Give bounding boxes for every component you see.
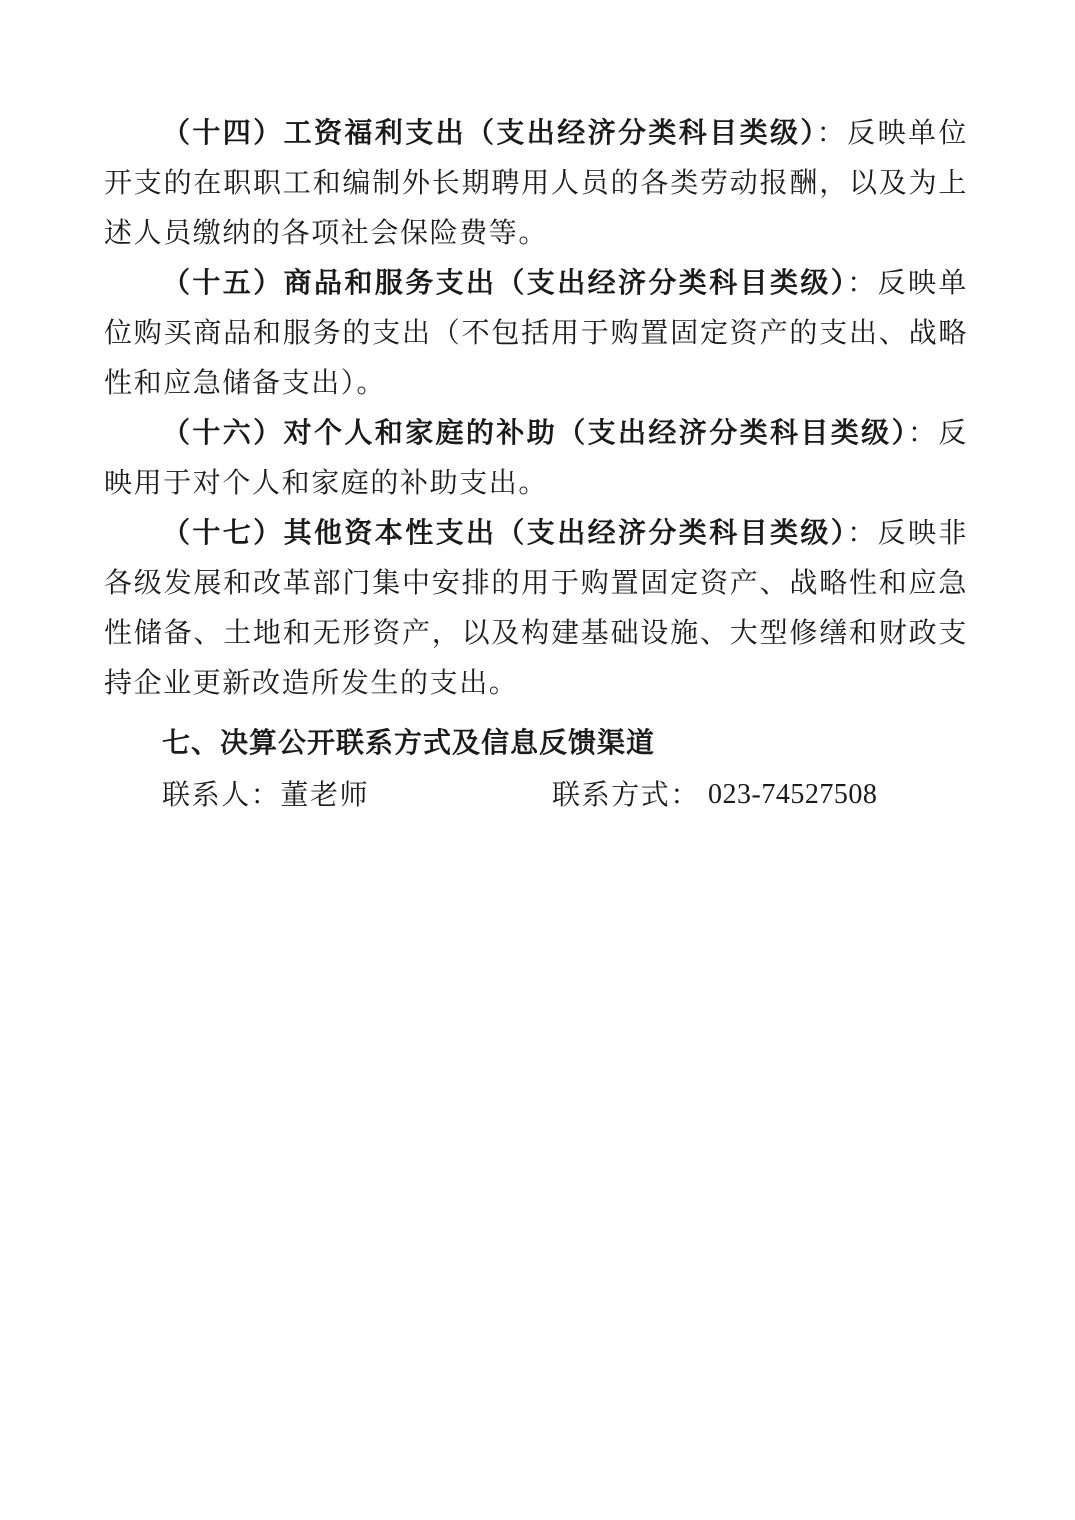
contact-phone: 023-74527508	[708, 779, 878, 810]
paragraph-other-capital	[104, 508, 968, 708]
paragraph-goods-services	[104, 258, 968, 408]
term-other-capital: （十七）其他资本性支出（支出经济分类科目类级）	[162, 516, 848, 549]
body-household-subsidy: ：反映用于对个人和家庭的补助支出。	[104, 416, 968, 499]
term-wage-welfare: （十四）工资福利支出（支出经济分类科目类级）	[162, 116, 817, 149]
paragraph-household-subsidy	[104, 408, 968, 508]
contact-line	[104, 770, 968, 820]
section-heading-contact: 七、决算公开联系方式及信息反馈渠道	[162, 726, 656, 759]
term-goods-services: （十五）商品和服务支出（支出经济分类科目类级）	[162, 266, 848, 299]
document-content	[104, 108, 968, 820]
paragraph-wage-welfare	[104, 108, 968, 258]
term-household-subsidy: （十六）对个人和家庭的补助（支出经济分类科目类级）	[162, 416, 908, 449]
contact-person: 联系人：董老师	[162, 778, 370, 811]
contact-method-label: 联系方式：	[552, 778, 701, 811]
body-other-capital: ：反映非各级发展和改革部门集中安排的用于购置固定资产、战略性和应急性储备、土地和无形资产，以及构建基础设施、大型修缮和财政支持企业更新改造所发生的支出。	[104, 516, 968, 699]
body-wage-welfare: ：反映单位开支的在职职工和编制外长期聘用人员的各类劳动报酬，以及为上述人员缴纳的各项社会保险费等。	[104, 116, 968, 249]
body-goods-services: ：反映单位购买商品和服务的支出（不包括用于购置固定资产的支出、战略性和应急储备支出）。	[104, 266, 968, 399]
